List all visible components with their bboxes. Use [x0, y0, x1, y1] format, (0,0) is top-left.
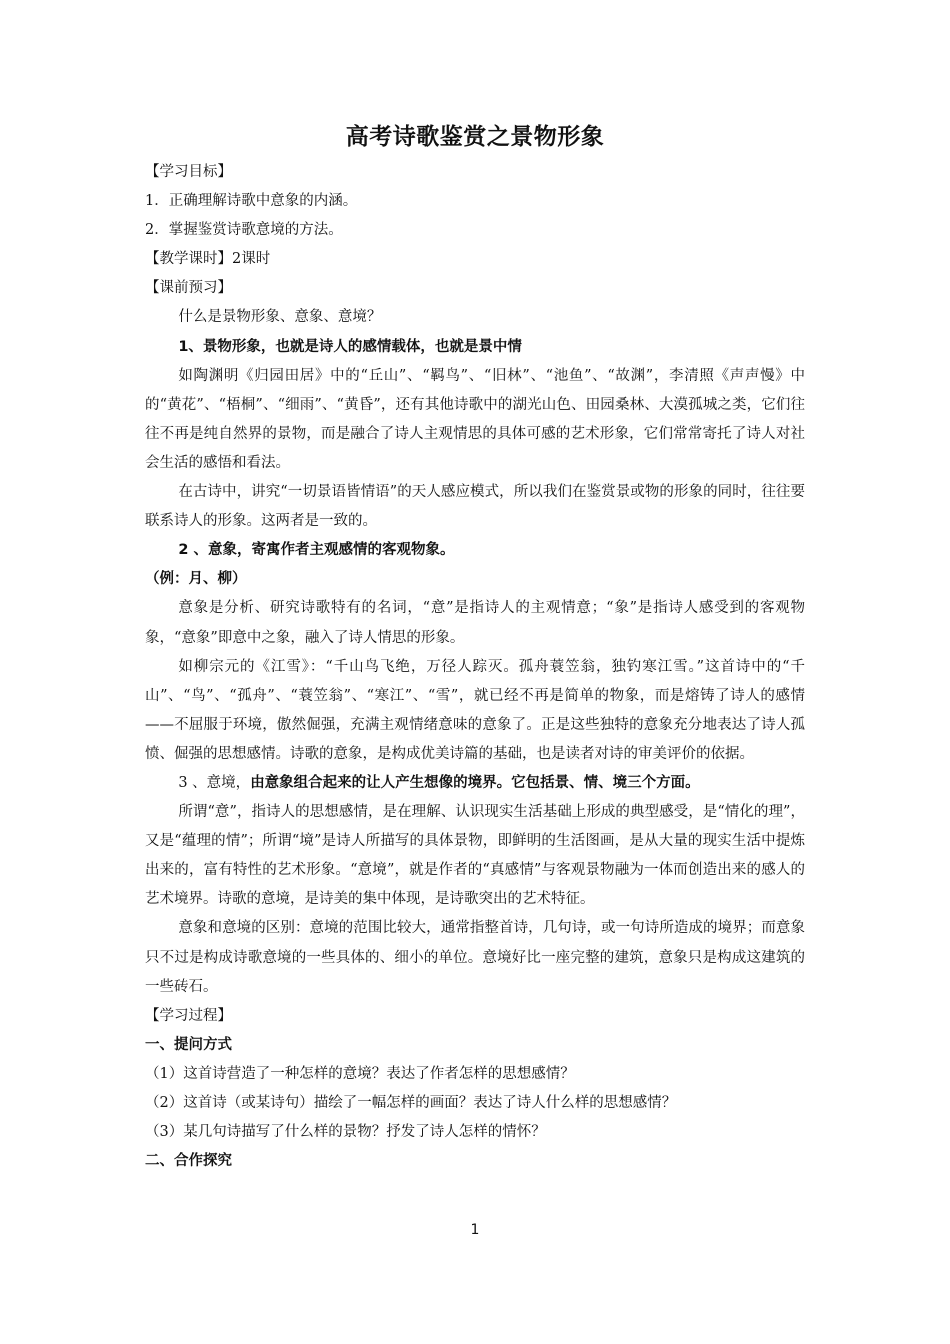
document-body: [145, 117, 805, 1176]
part-1-heading: 一、提问方式: [145, 1036, 232, 1053]
point-3-paragraph-1: 所谓“意”，指诗人的思想感情，是在理解、认识现实生活基础上形成的典型感受，是“情化的理”，又是“蕴理的情”；所谓“境”是诗人所描写的具体景物，即鲜明的生活图画，是从大量的现实生活中提炼出来的，富有特性的艺术形象。“意境”，就是作者的“真感情”与客观景物融为一体而创造出来的感人的艺术境界。诗歌的意境，是诗美的集中体现，是诗歌突出的艺术特征。: [145, 804, 805, 908]
point-2-paragraph-1: 意象是分析、研究诗歌特有的名词，“意”是指诗人的主观情意；“象”是指诗人感受到的客观物象，“意象”即意中之象，融入了诗人情思的形象。: [145, 600, 805, 646]
point-3-definition: 由意象组合起来的让人产生想像的境界。它包括景、情、境三个方面。: [250, 774, 700, 791]
point-2-heading: 2 、意象，寄寓作者主观感情的客观物象。: [178, 542, 455, 559]
point-3-heading: [145, 769, 805, 798]
process-header: 【学习过程】: [145, 1007, 232, 1024]
objective-1: 1．正确理解诗歌中意象的内涵。: [145, 193, 358, 210]
point-1-heading: 1、景物形象，也就是诗人的感情载体，也就是景中情: [178, 338, 522, 355]
point-1-paragraph-1: 如陶渊明《归园田居》中的“丘山”、“羁鸟”、“旧林”、“池鱼”、“故渊”，李清照《声声慢》中的“黄花”、“梧桐”、“细雨”、“黄昏”，还有其他诗歌中的湖光山色、田园桑林、大漠孤城之类，它们往往不再是纯自然界的景物，而是融合了诗人主观情思的具体可感的艺术形象，它们常常寄托了诗人对社会生活的感悟和看法。: [145, 367, 805, 471]
question-2: （2）这首诗（或某诗句）描绘了一幅怎样的画面？表达了诗人什么样的思想感情？: [145, 1095, 677, 1111]
page-number: 1: [470, 1222, 480, 1238]
point-2-example: （例：月、柳）: [145, 571, 247, 588]
part-2-heading: 二、合作探究: [145, 1153, 232, 1170]
page-title: 高考诗歌鉴赏之景物形象: [345, 124, 605, 150]
point-2-paragraph-2: 如柳宗元的《江雪》：“千山鸟飞绝，万径人踪灭。孤舟蓑笠翁，独钓寒江雪。”这首诗中的“千山”、“鸟”、“孤舟”、“蓑笠翁”、“寒江”、“雪”，就已经不再是简单的物象，而是熔铸了诗人的感情——不屈服于环境，傲然倔强，充满主观情绪意味的意象了。正是这些独特的意象充分地表达了诗人孤愤、倔强的思想感情。诗歌的意象，是构成优美诗篇的基础，也是读者对诗的审美评价的依据。: [145, 658, 805, 762]
preview-question: 什么是景物形象、意象、意境？: [178, 309, 382, 326]
objectives-header: 【学习目标】: [145, 164, 232, 180]
objective-2: 2．掌握鉴赏诗歌意境的方法。: [145, 222, 343, 239]
point-3-paragraph-2: 意象和意境的区别：意境的范围比较大，通常指整首诗，几句诗，或一句诗所造成的境界；而意象只不过是构成诗歌意境的一些具体的、细小的单位。意境好比一座完整的建筑，意象只是构成这建筑的一些砖石。: [145, 920, 805, 995]
point-3-prefix: 3 、意境，: [178, 774, 251, 791]
point-1-paragraph-2: 在古诗中，讲究“一切景语皆情语”的天人感应模式，所以我们在鉴赏景或物的形象的同时，往往要联系诗人的形象。这两者是一致的。: [145, 484, 805, 530]
preview-header: 【课前预习】: [145, 280, 232, 297]
teaching-hours: 【教学课时】2课时: [145, 251, 271, 268]
question-3: （3）某几句诗描写了什么样的景物？抒发了诗人怎样的情怀？: [145, 1124, 546, 1141]
question-1: （1）这首诗营造了一种怎样的意境？表达了作者怎样的思想感情？: [145, 1065, 575, 1082]
